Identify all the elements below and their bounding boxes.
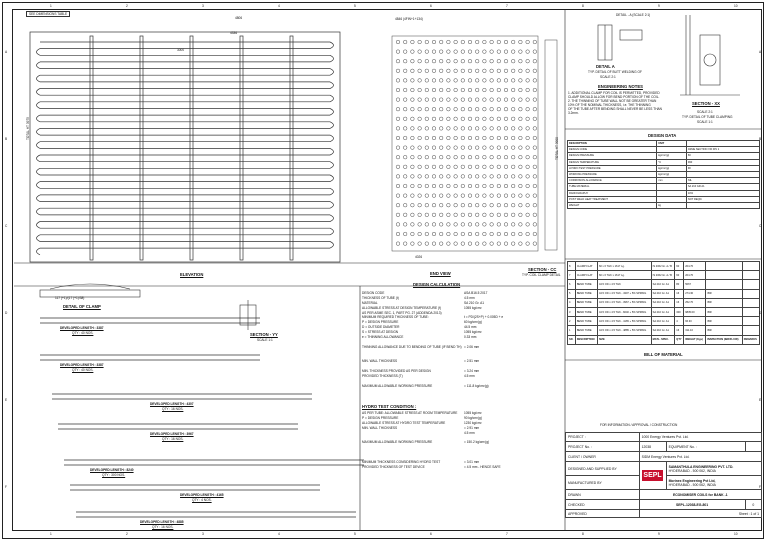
bom-cell: 204.70 [684,271,706,280]
border-row-mark: F [5,485,7,489]
bom-cell: BEND TUBE [575,326,597,335]
bom-cell: 60 [675,262,684,271]
designer-label: DESIGNED AND SUPPLIED BY [566,462,640,476]
sub-length-dim: 4336 [230,31,238,35]
bom-cell: IBR [706,326,742,335]
bom-cell: 44.5 OD x 4.5 THK - 4885 + 5% SPRING [597,326,651,335]
detail-a-top-label: DETAIL - A (SCALE 2:1) [616,13,651,17]
bom-cell: 9835.00 [684,307,706,316]
border-row-mark: C [759,224,762,228]
design-data-cell: kg/cm²(g) [657,153,687,159]
border-column-mark: 7 [506,4,508,8]
overall-length-dim: 4806 [235,16,243,20]
bom-cell: 44.5 OD x 4.5 THK [597,280,651,289]
design-data-cell: 60 [686,153,759,159]
calc-label: MINIMUM THICKNESS CONSIDERING HYDRO TEST [362,459,441,464]
design-data-cell: CORROSION ALLOWANCE [568,178,657,184]
project-no-label: PROJECT No. : [566,442,640,452]
engineering-note-line: 3.2mm. [568,111,579,115]
developed-length-label: DEVELOPED LENGTH : 3967 [150,432,194,436]
calc-label: DESIGN CODE [362,291,385,295]
design-data-cell: NOT REQD. [686,196,759,202]
calc-value: = 2.06 mm [464,344,480,349]
bom-cell: 4 [675,317,684,326]
calc-label: MIN. WALL THICKNESS [362,425,398,430]
client-label: CLIENT / OWNER [566,452,640,462]
design-data-cell: mm [657,178,687,184]
bom-cell: 66.30 [684,317,706,326]
bom-cell: 44.5 OD x 4.5 THK - 3967 + 5% SPRING [597,298,651,307]
elevation-height-dim: TOTAL HT 3975 [26,117,30,140]
bom-header: REMARKS [742,335,759,344]
bom-cell: 2 [568,317,576,326]
bom-cell: BEND TUBE [575,280,597,289]
bom-cell: 44.5 OD x 4.5 THK - 4307 + 5% SPRING [597,289,651,298]
section-xx-subtitle: TYP. DETAIL OF TUBE CLAMPING [682,115,733,119]
engineering-note-line: 2. THE THINNING OF TUBE WALL NOT BE GREATER THAN [568,99,657,103]
calc-label: THINNING ALLOWANCE DUE TO BENDING OF TUBE (IF BEND TH) [362,344,462,349]
design-data-title: DESIGN DATA [648,133,677,138]
calc-label: AS PER ASME SEC. 1, PART PG. 27 (ADDENDA 2013) [362,310,442,315]
developed-qty-label: QTY : 40 NOS. [72,331,94,335]
bom-cell: 300 [675,307,684,316]
detail-a-subtitle: TYP. DETAIL OF BUTT WELDING OF [588,70,642,74]
calc-value: = 2.91 mm [464,425,480,430]
bom-cell: 252.70 [684,298,706,307]
border-column-mark: 4 [278,4,280,8]
calc-label: MINIMUM REQUIRED THICKNESS OF TUBE: [362,315,429,320]
calc-label: MATERIAL [362,300,378,305]
section-xx-scale-2: SCALE 1:1 [697,120,713,124]
bom-cell: IS 2062 Gr. A / B [651,271,675,280]
bom-header: QTY [675,335,684,344]
calc-label: MAXIMUM ALLOWABLE WORKING PRESSURE [362,383,433,388]
end-view-bottom-dim: 4026 [415,255,423,259]
border-column-mark: 7 [506,532,508,536]
calc-label: P = DESIGN PRESSURE [362,320,399,325]
calc-label: MIN. THICKNESS PROVIDED AS PER DESIGN [362,369,431,374]
detail-a-title: DETAIL A [596,64,615,69]
manufacturer-address: HYDERABAD - 500 062, INDIA [668,482,716,487]
developed-qty-label: QTY : 16 NOS. [152,525,174,529]
design-calc-block [362,291,562,389]
calc-label: PROVIDED THICKNESS OF TEST DEVICE [362,464,425,469]
bom-cell: IBR [706,317,742,326]
design-data-cell: kg/cm²(g) [657,171,687,177]
calc-label: ALLOWABLE STRESS AT HYDRO TEST TEMPERATURE [362,420,446,425]
calc-label: S = STRESS AT DESIGN [362,330,399,335]
section-cc-subtitle: TYP. COIL CLAMP DETAIL [522,273,561,277]
bom-cell: 311.10 [684,326,706,335]
calc-value: 44.5 mm [464,325,477,330]
bom-cell: 16 [675,326,684,335]
hydro-test-title: HYDRO TEST CONDITION : [362,404,417,409]
bom-cell: IBR [706,289,742,298]
bom-cell: SA 210 Gr. A1 [651,326,675,335]
calc-value: 4.5 mm [464,374,475,379]
bom-cell: 44.5 OD x 4.5 THK - 8240 + 5% SPRING [597,307,651,316]
drawing-title: ECONOMISER COILS for BANK -1 [639,490,761,500]
equipment-no-label: EQUIPMENT No. : [666,442,745,452]
design-data-header: UNIT [657,141,687,147]
engineering-note-line: 10% OF THE NOMINAL THICKNESS, i.e. THE THINNING [568,103,651,107]
designer-value: SAMANTHULA ENGINEERING PVT. LTD. [668,464,734,469]
hydro-test-block [362,411,562,470]
calc-value: 4.5 mm [464,430,475,435]
calc-label: PROVIDED THICKNESS (T) [362,374,403,379]
border-row-mark: E [759,398,762,402]
bom-cell: 5067 [684,280,706,289]
bom-cell: 1 [568,326,576,335]
bom-cell: 60 [675,271,684,280]
bom-cell: 60 x 6 THK x 1617 Lg. [597,262,651,271]
project-value: 1000 Energy Ventures Pvt. Ltd. [639,433,761,442]
bom-cell: 60 x 6 THK x 1617 Lg. [597,271,651,280]
endview-height-dim: TOTAL HT 3900 [555,137,559,160]
design-data-cell: TUBE MATERIAL [568,184,657,190]
bom-cell: 5 [568,289,576,298]
project-label: PROJECT : [566,433,640,442]
manufacturer-value: Morinex Engineering Pvt Ltd, [668,478,716,483]
calc-label: AS PER TUBE: ALLOWABLE STRESS AT ROOM TEMPERATURE [362,411,458,415]
section-xx-scale: SCALE 2:1 [697,110,713,114]
bom-header: SIZE [597,335,651,344]
border-row-mark: B [5,137,8,141]
clamp-dimension: 117 (+1)/(17 (+1)/38) [55,296,85,300]
drawn-label: DRAWN [566,490,640,500]
calc-label: D = OUTSIDE DIAMETER [362,325,400,330]
design-data-cell: kg/cm²(g) [657,165,687,171]
border-column-mark: 10 [734,4,738,8]
border-column-mark: 2 [126,4,128,8]
bom-cell: IS 2062 Gr. A / B [651,262,675,271]
calc-value: ASA B16.5 2017 [464,291,488,295]
border-column-mark: 3 [202,4,204,8]
border-column-mark: 4 [278,532,280,536]
bom-cell: 7 [568,271,576,280]
bom-cell: SA 210 Gr. A1 [651,289,675,298]
design-data-cell: 10% [686,190,759,196]
designer-address: HYDERABAD - 500 062, INDIA [668,468,716,473]
design-calc-title: DESIGN CALCULATION [413,282,461,287]
bom-cell: 204.70 [684,262,706,271]
developed-qty-label: QTY : 16 NOS. [162,407,184,411]
calc-value: 60 kg/cm²(g) [464,320,482,325]
calc-label: THICKNESS OF TUBE (t) [362,295,399,300]
bom-header: MATL. SPEC. [651,335,675,344]
bom-cell: SA 210 Gr. A1 [651,280,675,289]
bom-cell: 274.30 [684,289,706,298]
bom-cell: CLAMP FLAT [575,271,597,280]
title-block [565,432,762,518]
section-yy-title: SECTION - YY [250,332,278,337]
design-data-cell: 90 [686,165,759,171]
bom-cell: IBR [706,298,742,307]
bom-cell: BEND TUBE [575,317,597,326]
border-column-mark: 5 [354,4,356,8]
design-data-cell: POST WELD HEAT TREATMENT [568,196,657,202]
border-row-mark: D [5,311,8,315]
border-row-mark: D [759,311,762,315]
border-row-mark: E [5,398,8,402]
engineering-note-line: OF THE TUBE AFTER BENDING SHALL NEVER BE LESS THAN [568,107,662,111]
design-data-cell: SA 210 GR A1 [686,184,759,190]
bom-cell: SA 210 Gr. A1 [651,298,675,307]
bom-cell: CLAMP FLAT [575,262,597,271]
approved-label: APPROVED [566,510,640,518]
end-view-top-dim: 4846 (4FIN+1+134) [395,17,423,21]
calc-value: = 111.8 kg/cm²(g) [464,383,489,388]
calc-value: SA 210 Gr. A1 [464,300,485,305]
design-data-cell: RADIOGRAPHY [568,190,657,196]
design-data-cell: WEIGHT [568,202,657,208]
design-data-cell: DESIGN PRESSURE [568,153,657,159]
calc-label: P = DESIGN PRESSURE [362,415,399,420]
bom-cell: 44.5 OD x 4.5 THK - 4165 + 5% SPRING [597,317,651,326]
bom-cell: BEND TUBE [575,298,597,307]
developed-length-label: DEVELOPED LENGTH : 4885 [140,520,184,524]
company-logo [639,462,666,490]
calc-label: MAXIMUM ALLOWABLE WORKING PRESSURE [362,440,433,445]
section-xx-title: SECTION - XX [692,101,720,106]
border-column-mark: 3 [202,532,204,536]
developed-qty-label: QTY : 300 NOS. [102,473,126,477]
bom-header: DESCRIPTION [575,335,597,344]
bom-header: SR. [568,335,576,344]
section-cc-title: SECTION - CC [528,267,557,272]
border-column-mark: 10 [734,532,738,536]
design-data-header: DESCRIPTION [568,141,657,147]
design-data-cell: NIL [686,178,759,184]
sheet-number: Sheet : 1 of 1 [639,510,761,518]
end-view-title: END VIEW [430,271,451,276]
bom-cell: BEND TUBE [575,289,597,298]
border-column-mark: 8 [582,4,584,8]
calc-value: 1055 kg/cm² [464,330,482,335]
calc-value: = 150.2 kg/cm²(g) [464,440,490,445]
border-row-mark: F [759,485,761,489]
developed-qty-label: QTY : 16 NOS. [162,437,184,441]
sub-length-dim-2: 3000 [177,48,185,52]
border-row-mark: C [5,224,8,228]
section-yy-scale: SCALE 1:1 [257,338,273,342]
engineering-note-line: 1. ADDITIONAL CLAMP FOR COIL IS PERMITTED, PROVIDED [568,91,660,95]
drawing-number: SEPL-12038-EG-801 [639,500,745,510]
developed-length-label: DEVELOPED LENGTH : 8240 [90,468,134,472]
company-logo-text: SEPL [643,472,662,479]
border-column-mark: 6 [430,532,432,536]
bom-cell: IBR [706,307,742,316]
border-column-mark: 9 [658,532,660,536]
engineering-note-line: CLAMP SHOULD ALLOW FOR BEND PORTION OF THE COIL. [568,95,660,99]
engineering-notes-title: ENGINEERING NOTES [598,84,643,89]
manufacturer-label: MANUFACTURED BY [566,476,640,490]
border-row-mark: A [759,50,762,54]
bom-cell: 16 [675,298,684,307]
border-column-mark: 8 [582,532,584,536]
developed-length-label: DEVELOPED LENGTH : 3387 [60,326,104,330]
bom-cell: SA 210 Gr. A1 [651,317,675,326]
bom-title: BILL OF MATERIAL [644,352,683,357]
bom-header: WEIGHT (Kgs) [684,335,706,344]
bom-cell: 16 [675,289,684,298]
bom-cell: 8 [568,262,576,271]
clamp-detail-title: DETAIL OF CLAMP [63,304,101,309]
detail-a-scale: SCALE 2:1 [600,75,616,79]
elevation-title: ELEVATION [180,272,204,277]
calc-value: = 2.51 mm [464,359,480,364]
calc-value: t = PD/(2S+P) + 0.005D + e [464,315,504,320]
border-column-mark: 1 [50,4,52,8]
developed-length-label: DEVELOPED LENGTH : 3387 [60,363,104,367]
bom-header: INSPECTION (IBR/FLUID) [706,335,742,344]
developed-qty-label: QTY : 4 NOS. [192,498,212,502]
revision: 0 [745,500,761,510]
developed-qty-label: QTY : 40 NOS. [72,368,94,372]
design-data-cell: 390 [686,159,759,165]
border-column-mark: 9 [658,4,660,8]
bom-cell: 80 [675,280,684,289]
calc-value: 90 kg/cm²(g) [464,415,482,420]
border-column-mark: 6 [430,4,432,8]
border-column-mark: 2 [126,532,128,536]
calc-value: 0.33 mm [464,335,477,340]
calc-value: = 3.24 mm [464,369,480,374]
design-data-cell: HYDRO TEST PRESSURE [568,165,657,171]
developed-length-label: DEVELOPED LENGTH : 4165 [180,493,224,497]
calc-label: e = THINNING ALLOWANCE [362,335,404,340]
bom-cell: 4 [568,298,576,307]
developed-length-label: DEVELOPED LENGTH : 4307 [150,402,194,406]
design-data-cell: °C [657,159,687,165]
client-value: SIDM Energy Ventures Pvt. Ltd. [639,452,761,462]
border-row-mark: B [759,137,762,141]
calc-value: = 3.01 mm [464,459,480,464]
calc-label: ALLOWABLE STRESS AT DESIGN TEMPERATURE (f) [362,305,441,310]
design-data-cell: DESIGN TEMPERATURE [568,159,657,165]
design-data-cell: ASME SECTION VIII DIV 1 [686,147,759,153]
dimension-ref-note: SEE DIMENSIONS TABLE [26,11,70,17]
calc-value: 1055 kg/cm² [464,305,482,310]
design-data-cell: DESIGN CODE [568,147,657,153]
calc-label: MIN. WALL THICKNESS [362,359,398,364]
calc-value: = 4.5 mm - HENCE SAFE [464,464,501,469]
design-data-cell: WORKING PRESSURE [568,171,657,177]
calc-value: 4.5 mm [464,295,475,300]
equipment-no-value [745,442,761,452]
bom-cell: 6 [568,280,576,289]
project-no-value: 12038 [639,442,666,452]
border-column-mark: 1 [50,532,52,536]
border-row-mark: A [5,50,8,54]
border-column-mark: 5 [354,532,356,536]
bom-cell: 3 [568,307,576,316]
calc-value: 1230 kg/cm² [464,420,482,425]
bom-cell: SA 210 Gr. A1 [651,307,675,316]
issue-purpose-strip: FOR INFORMATION / APPROVAL / CONSTRUCTION [600,423,678,427]
design-data-cell: kg [657,202,687,208]
checked-label: CHECKED [566,500,640,510]
bom-cell: BEND TUBE [575,307,597,316]
calc-value: 1055 kg/cm² [464,411,482,415]
